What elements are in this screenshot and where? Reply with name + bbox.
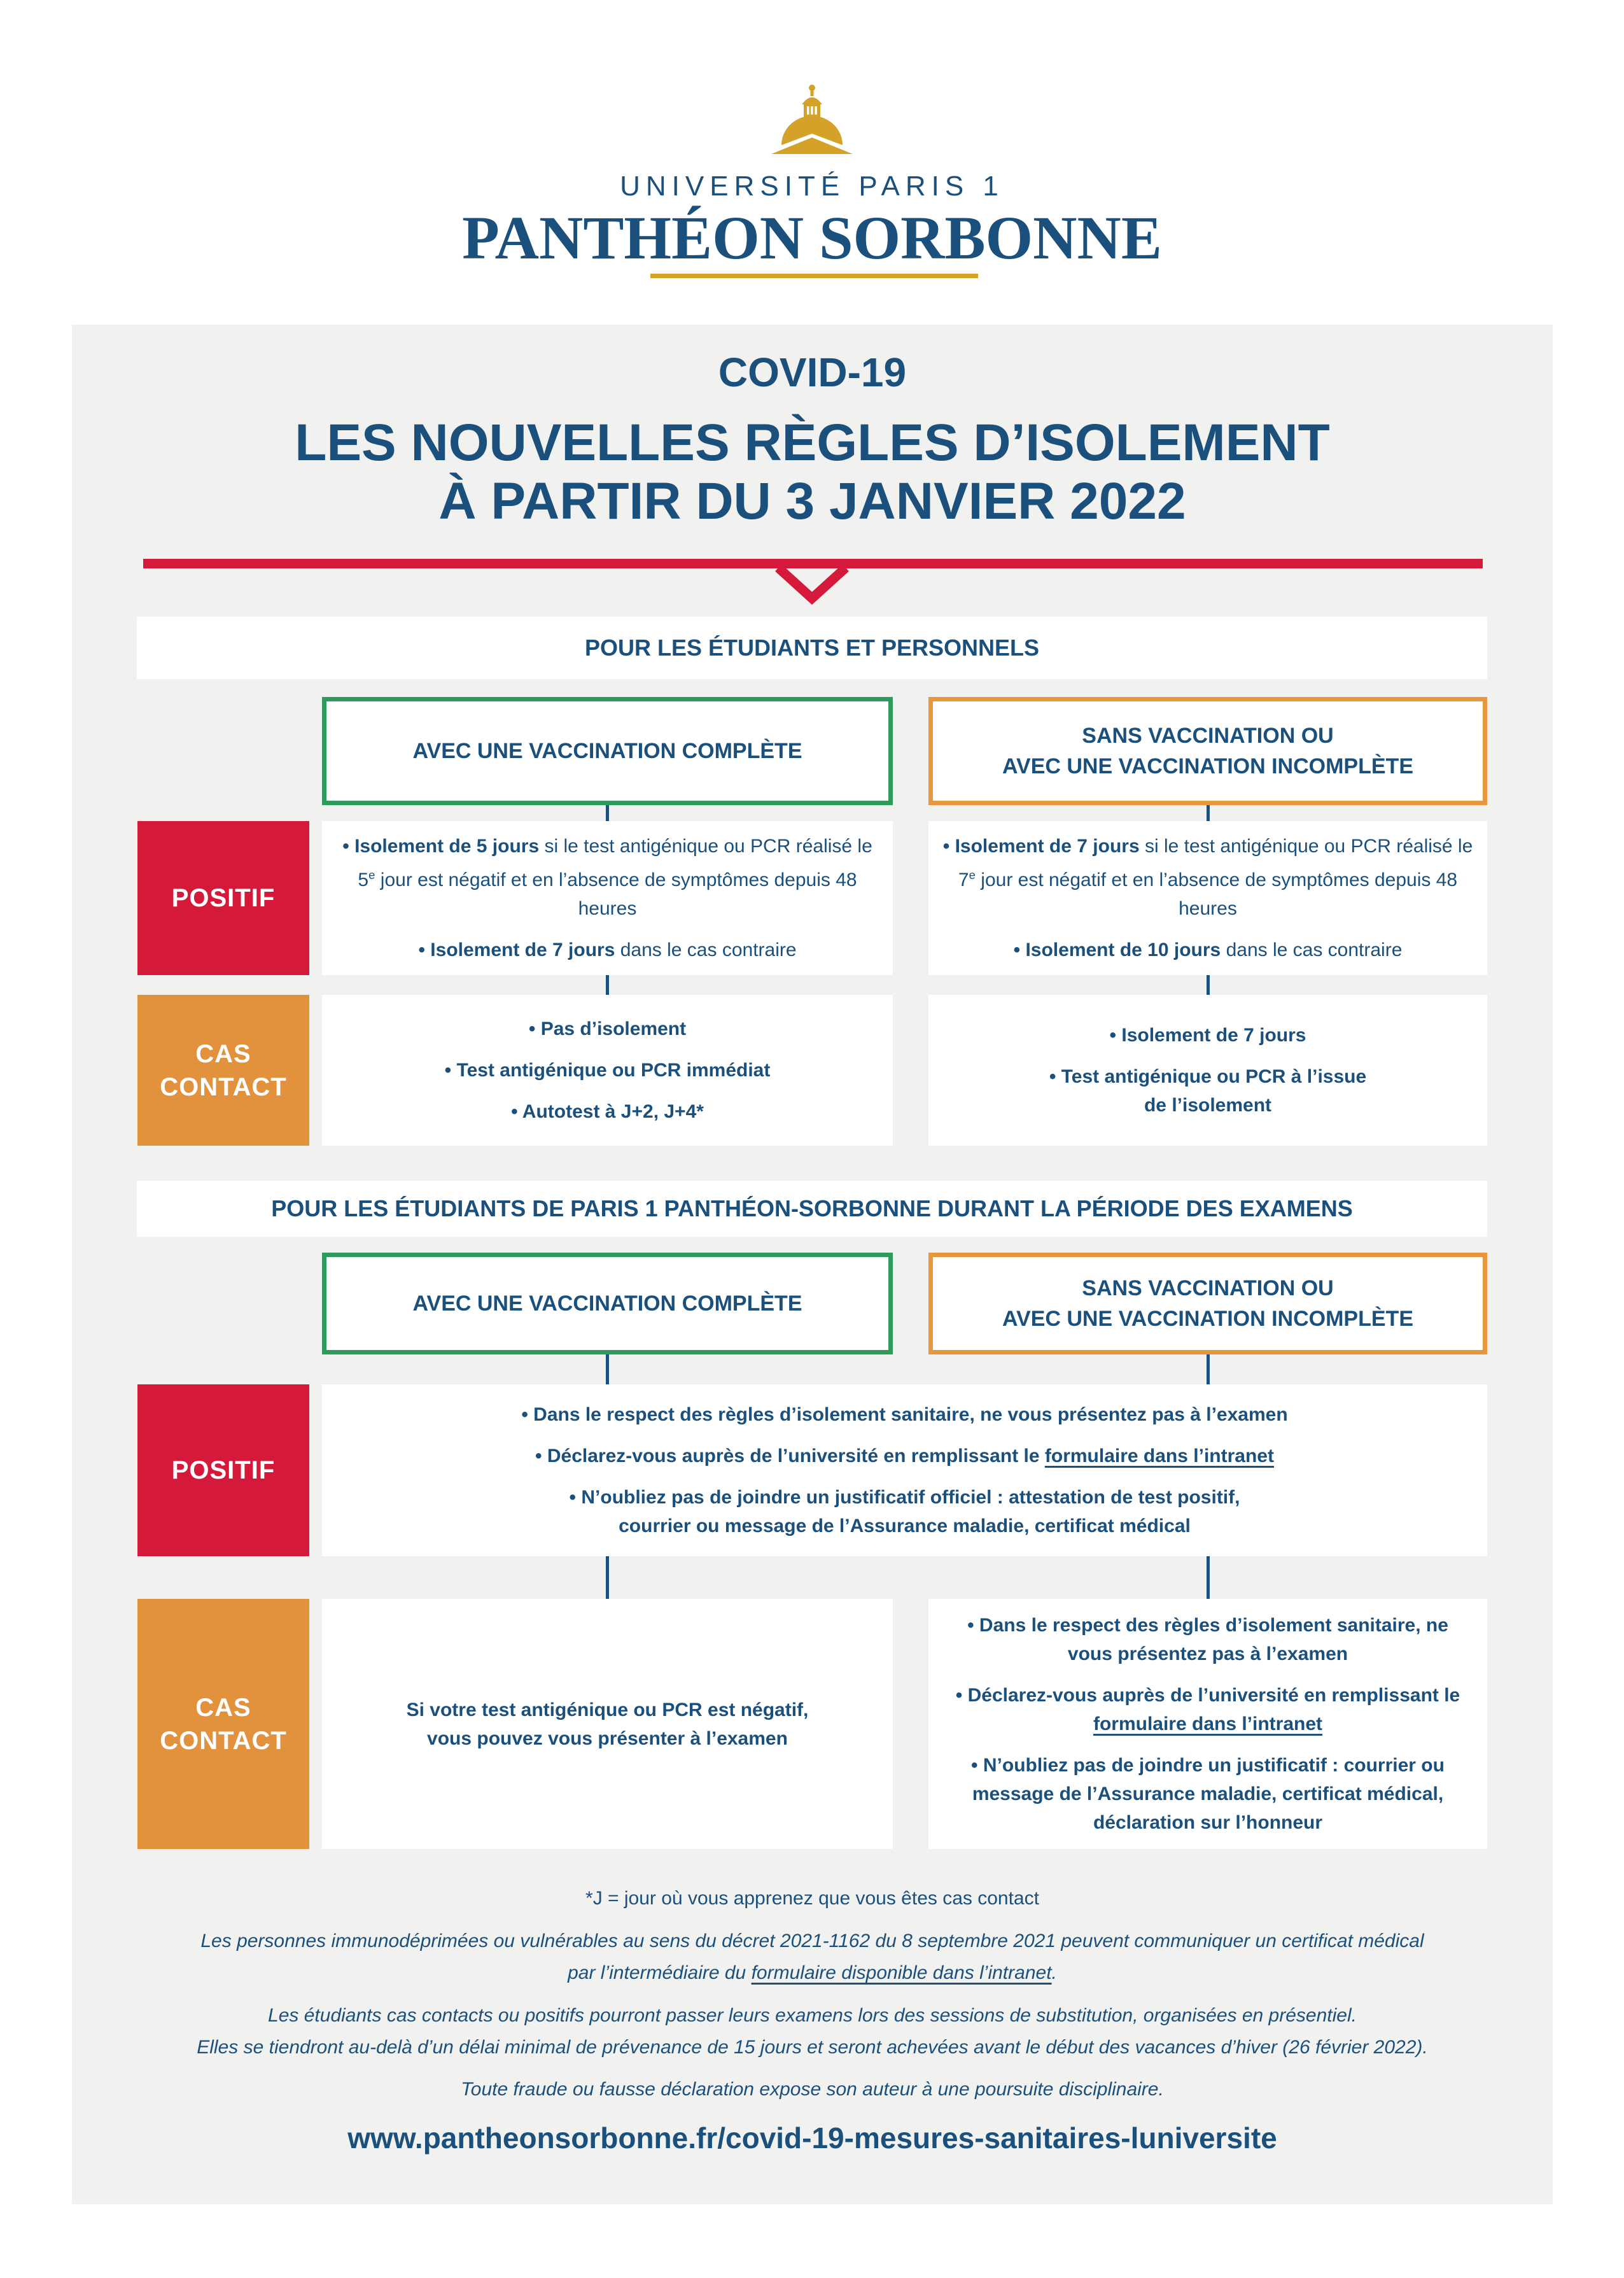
connector-line [606, 1556, 609, 1599]
bullet-marker: • [569, 1487, 582, 1508]
text-run: N’oubliez pas de joindre un justificatif : courrier ou message de l’Assurance maladie, certificat médical, déclaration sur l’honneur [972, 1755, 1445, 1833]
text-run: N’oubliez pas de joindre un justificatif officiel : attestation de test positif, [581, 1487, 1240, 1508]
bullet-marker: • [1013, 939, 1026, 960]
text-run: *J = jour où vous apprenez que vous êtes cas contact [585, 1888, 1039, 1909]
rule-item [407, 1696, 809, 1753]
bullet-marker: • [1109, 1025, 1122, 1046]
footnote-line [72, 2032, 1553, 2064]
rule-item [1110, 1021, 1306, 1050]
row-label-line: CONTACT [160, 1726, 287, 1755]
text-run: Test antigénique ou PCR immédiat [456, 1060, 771, 1081]
rule-cell [322, 821, 893, 975]
footnote-line [72, 1925, 1553, 1957]
bullet-marker: • [967, 1615, 979, 1636]
text-run: Les étudiants cas contacts ou positifs pourront passer leurs examens lors des sessions de substitution, organisées en présentiel. [268, 2005, 1357, 2026]
page-title-line1: LES NOUVELLES RÈGLES D’ISOLEMENT [295, 414, 1330, 472]
rule-item [521, 1400, 1287, 1429]
connector-line [606, 805, 609, 821]
text-run: Isolement de 7 jours [430, 939, 615, 960]
text-run: Déclarez-vous auprès de l’université en remplissant le [967, 1685, 1460, 1706]
bullet-marker: • [418, 939, 431, 960]
bullet-marker: • [955, 1685, 968, 1706]
text-run: par l’intermédiaire du [568, 1962, 752, 1983]
row-label-cas-contact [137, 995, 309, 1146]
bullet-marker: • [535, 1445, 547, 1466]
text-run: Isolement de 7 jours [1121, 1025, 1306, 1046]
column-header-line: AVEC UNE VACCINATION COMPLÈTE [412, 1291, 802, 1316]
content-panel [72, 325, 1553, 2204]
rule-cell [928, 1599, 1487, 1849]
text-run: . [1051, 1962, 1057, 1983]
column-header-vaccinated [322, 697, 893, 805]
bullet-marker: • [942, 836, 955, 857]
text-run: de l’isolement [1144, 1095, 1272, 1116]
rule-item [336, 832, 879, 923]
text-run: Les personnes immunodéprimées ou vulnérables au sens du décret 2021-1162 du 8 septembre 2021 peuvent communiquer un certificat médical [200, 1930, 1424, 1951]
intranet-form-link[interactable]: formulaire disponible dans l’intranet [751, 1962, 1052, 1983]
intranet-form-link[interactable]: formulaire dans l’intranet [1044, 1445, 1274, 1466]
section1-title-bar: POUR LES ÉTUDIANTS ET PERSONNELS [137, 617, 1487, 679]
rule-cell [322, 995, 893, 1146]
text-run: Dans le respect des règles d’isolement sanitaire, ne vous présentez pas à l’examen [979, 1615, 1448, 1664]
bullet-marker: • [971, 1755, 983, 1776]
row-label-line: POSITIF [171, 1456, 276, 1484]
column-header-unvaccinated [928, 1253, 1487, 1354]
text-run: Isolement de 5 jours [354, 836, 540, 857]
row-label-positif [137, 1384, 309, 1556]
footnote-asterisk [72, 1883, 1553, 1915]
text-run: Isolement de 7 jours [955, 836, 1140, 857]
row-label-line: CAS [195, 1039, 251, 1068]
connector-line [1207, 1556, 1210, 1599]
rule-item [942, 832, 1473, 923]
rule-item [942, 1681, 1473, 1738]
text-run: Pas d’isolement [540, 1018, 687, 1039]
bullet-marker: • [444, 1060, 457, 1081]
page-title-line2: À PARTIR DU 3 JANVIER 2022 [438, 472, 1186, 530]
rule-cell [322, 1384, 1487, 1556]
rule-cell [322, 1599, 893, 1849]
text-run: jour est négatif et en l’absence de symptômes depuis 48 heures [975, 869, 1458, 919]
text-run: Elles se tiendront au-delà d’un délai minimal de prévenance de 15 jours et seront achevées avant le début des vacances d’hiver (26 février 2022). [197, 2037, 1428, 2058]
column-header-vaccinated [322, 1253, 893, 1354]
row-label-line: CAS [195, 1693, 251, 1722]
column-header-line: AVEC UNE VACCINATION INCOMPLÈTE [1002, 1307, 1414, 1331]
rule-item [1049, 1062, 1366, 1120]
text-run: Test antigénique ou PCR à l’issue [1061, 1066, 1367, 1087]
rule-item [570, 1483, 1240, 1540]
chevron-down-icon [771, 566, 853, 606]
text-run: vous pouvez vous présenter à l’examen [427, 1727, 788, 1749]
pantheon-dome-icon [769, 84, 855, 157]
text-run: Dans le respect des règles d’isolement sanitaire, ne vous présentez pas à l’examen [533, 1404, 1288, 1425]
column-header-line: SANS VACCINATION OU [1082, 1276, 1334, 1300]
bullet-marker: • [1049, 1066, 1061, 1087]
rule-item [445, 1056, 771, 1085]
rule-item [942, 1611, 1473, 1668]
connector-line [1207, 975, 1210, 995]
column-header-line: SANS VACCINATION OU [1082, 724, 1334, 748]
page-title [72, 414, 1553, 531]
logo-university-line: UNIVERSITÉ PARIS 1 [620, 171, 1004, 202]
text-run: Si votre test antigénique ou PCR est négatif, [406, 1699, 809, 1720]
rule-item [529, 1015, 686, 1043]
logo-name-line: PANTHÉON SORBONNE [462, 204, 1162, 272]
bullet-marker: • [342, 836, 355, 857]
rule-cell [928, 821, 1487, 975]
text-run: courrier ou message de l’Assurance maladie, certificat médical [619, 1515, 1191, 1536]
text-run: si le test antigénique ou PCR réalisé le 7 [958, 836, 1473, 890]
connector-line [606, 975, 609, 995]
text-run: jour est négatif et en l’absence de symptômes depuis 48 heures [375, 869, 857, 919]
text-run: Autotest à J+2, J+4* [522, 1101, 704, 1122]
connector-line [1207, 805, 1210, 821]
rule-item [942, 1751, 1473, 1837]
kicker-covid19: COVID-19 [718, 349, 907, 395]
column-header-unvaccinated [928, 697, 1487, 805]
column-header-line: AVEC UNE VACCINATION COMPLÈTE [412, 739, 802, 763]
footnote-line [72, 1957, 1553, 1989]
text-run: dans le cas contraire [615, 939, 797, 960]
rule-item [418, 936, 796, 964]
rule-item [511, 1097, 704, 1126]
rule-item [1014, 936, 1403, 964]
column-header-line: AVEC UNE VACCINATION INCOMPLÈTE [1002, 754, 1414, 778]
text-run: Déclarez-vous auprès de l’université en remplissant le [547, 1445, 1045, 1466]
rule-cell [928, 995, 1487, 1146]
rule-item [535, 1442, 1274, 1470]
connector-line [606, 1354, 609, 1384]
footnote-substitution [72, 2000, 1553, 2064]
footer-url[interactable]: www.pantheonsorbonne.fr/covid-19-mesures-sanitaires-luniversite [347, 2121, 1277, 2155]
text-run: Isolement de 10 jours [1025, 939, 1221, 960]
text-run: e [368, 868, 375, 882]
text-run: e [969, 868, 976, 882]
logo-gold-underline [650, 274, 978, 278]
footnote-line [72, 2000, 1553, 2032]
row-label-line: POSITIF [171, 884, 276, 912]
footnote-line [72, 2074, 1553, 2106]
bullet-marker: • [528, 1018, 541, 1039]
text-run: si le test antigénique ou PCR réalisé le 5 [358, 836, 872, 890]
footnote-immuno [72, 1925, 1553, 1989]
text-run: Toute fraude ou fausse déclaration expose son auteur à une poursuite disciplinaire. [461, 2079, 1164, 2100]
bullet-marker: • [521, 1404, 534, 1425]
connector-line [1207, 1354, 1210, 1384]
text-run: dans le cas contraire [1221, 939, 1403, 960]
footnote-fraude [72, 2074, 1553, 2106]
footnote-line [72, 1883, 1553, 1915]
intranet-form-link[interactable]: formulaire dans l’intranet [1093, 1713, 1323, 1734]
row-label-line: CONTACT [160, 1072, 287, 1101]
bullet-marker: • [511, 1101, 522, 1122]
section2-title-bar: POUR LES ÉTUDIANTS DE PARIS 1 PANTHÉON-SORBONNE DURANT LA PÉRIODE DES EXAMENS [137, 1181, 1487, 1237]
row-label-positif [137, 821, 309, 975]
row-label-cas-contact [137, 1599, 309, 1849]
